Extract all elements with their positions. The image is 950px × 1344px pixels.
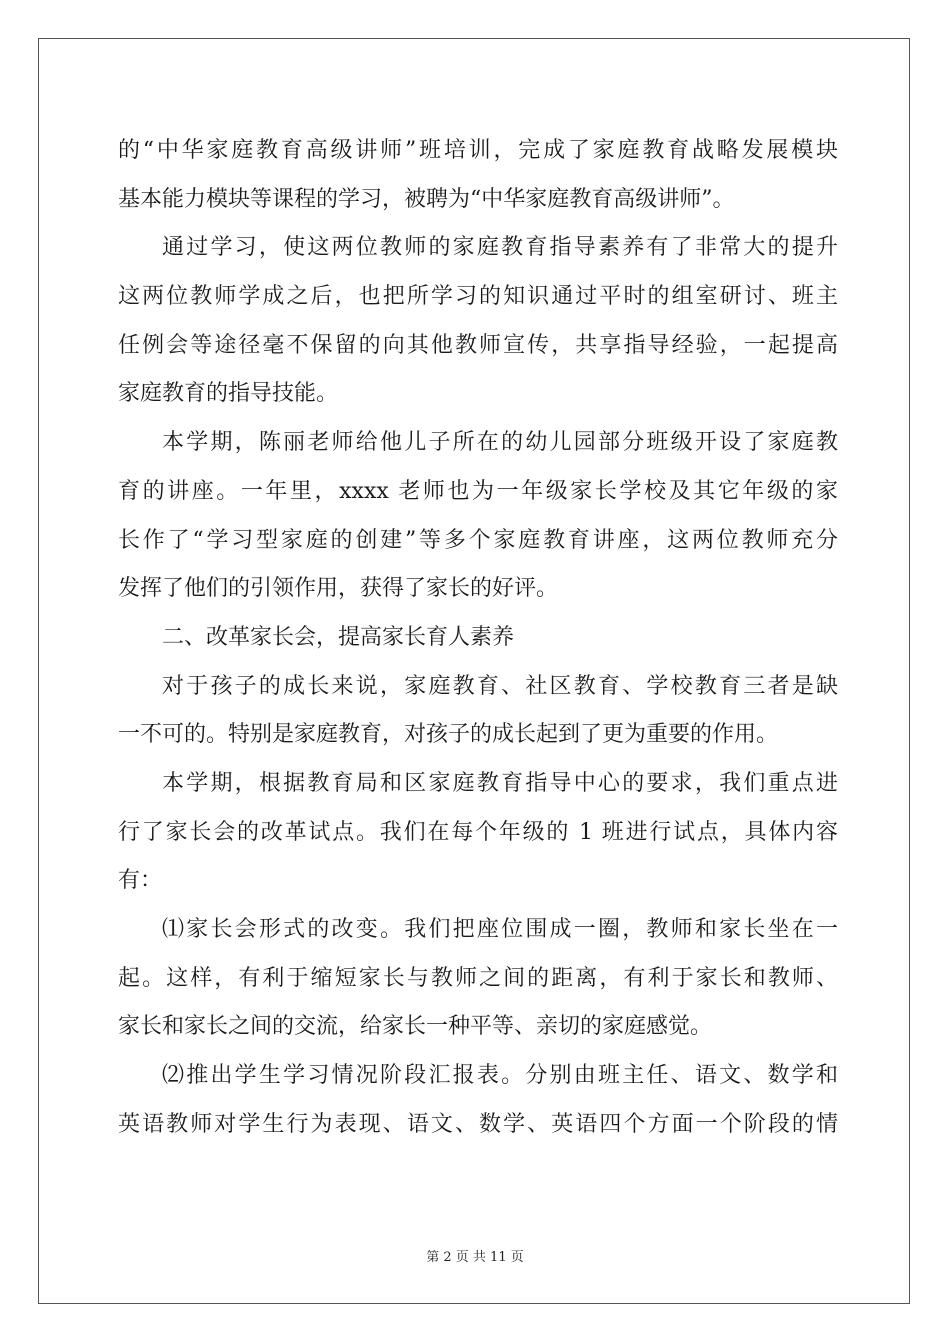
text-line: 育的讲座。一年里，xxxx 老师也为一年级家长学校及其它年级的家 [118, 478, 838, 504]
text-line: 任例会等途径毫不保留的向其他教师宣传，共享指导经验，一起提高 [118, 332, 838, 358]
text-line: ⑵推出学生学习情况阶段汇报表。分别由班主任、语文、数学和 [162, 1063, 838, 1089]
text-line: 本学期，根据教育局和区家庭教育指导中心的要求，我们重点进 [162, 770, 838, 796]
text-line: 本学期，陈丽老师给他儿子所在的幼儿园部分班级开设了家庭教 [162, 430, 838, 456]
text-line: 发挥了他们的引领作用，获得了家长的好评。 [118, 576, 559, 602]
text-line: 这两位教师学成之后，也把所学习的知识通过平时的组室研讨、班主 [118, 284, 838, 310]
text-line: 行了家长会的改革试点。我们在每个年级的 1 班进行试点，具体内容 [118, 819, 838, 845]
page-number: 第 2 页 共 11 页 [426, 1250, 524, 1265]
text-line: 长作了“学习型家庭的创建”等多个家庭教育讲座，这两位教师充分 [118, 527, 838, 553]
text-line: 的“中华家庭教育高级讲师”班培训，完成了家庭教育战略发展模块 [118, 138, 838, 163]
document-body [118, 127, 838, 1149]
text-line: 对于孩子的成长来说，家庭教育、社区教育、学校教育三者是缺 [162, 673, 838, 699]
text-line: ⑴家长会形式的改变。我们把座位围成一圈，教师和家长坐在一 [162, 917, 838, 942]
section-heading: 二、改革家长会，提高家长育人素养 [162, 624, 515, 650]
text-line: 英语教师对学生行为表现、语文、数学、英语四个方面一个阶段的情 [118, 1111, 838, 1137]
text-line: 家庭教育的指导技能。 [118, 381, 339, 407]
text-line: 通过学习，使这两位教师的家庭教育指导素养有了非常大的提升 [162, 235, 838, 261]
text-line: 起。这样，有利于缩短家长与教师之间的距离，有利于家长和教师、 [118, 965, 838, 991]
text-line: 有： [118, 868, 163, 894]
text-line: 一不可的。特别是家庭教育，对孩子的成长起到了更为重要的作用。 [118, 722, 779, 748]
text-line: 基本能力模块等课程的学习，被聘为“中华家庭教育高级讲师”。 [118, 186, 735, 212]
text-line: 家长和家长之间的交流，给家长一种平等、亲切的家庭感觉。 [118, 1014, 713, 1040]
